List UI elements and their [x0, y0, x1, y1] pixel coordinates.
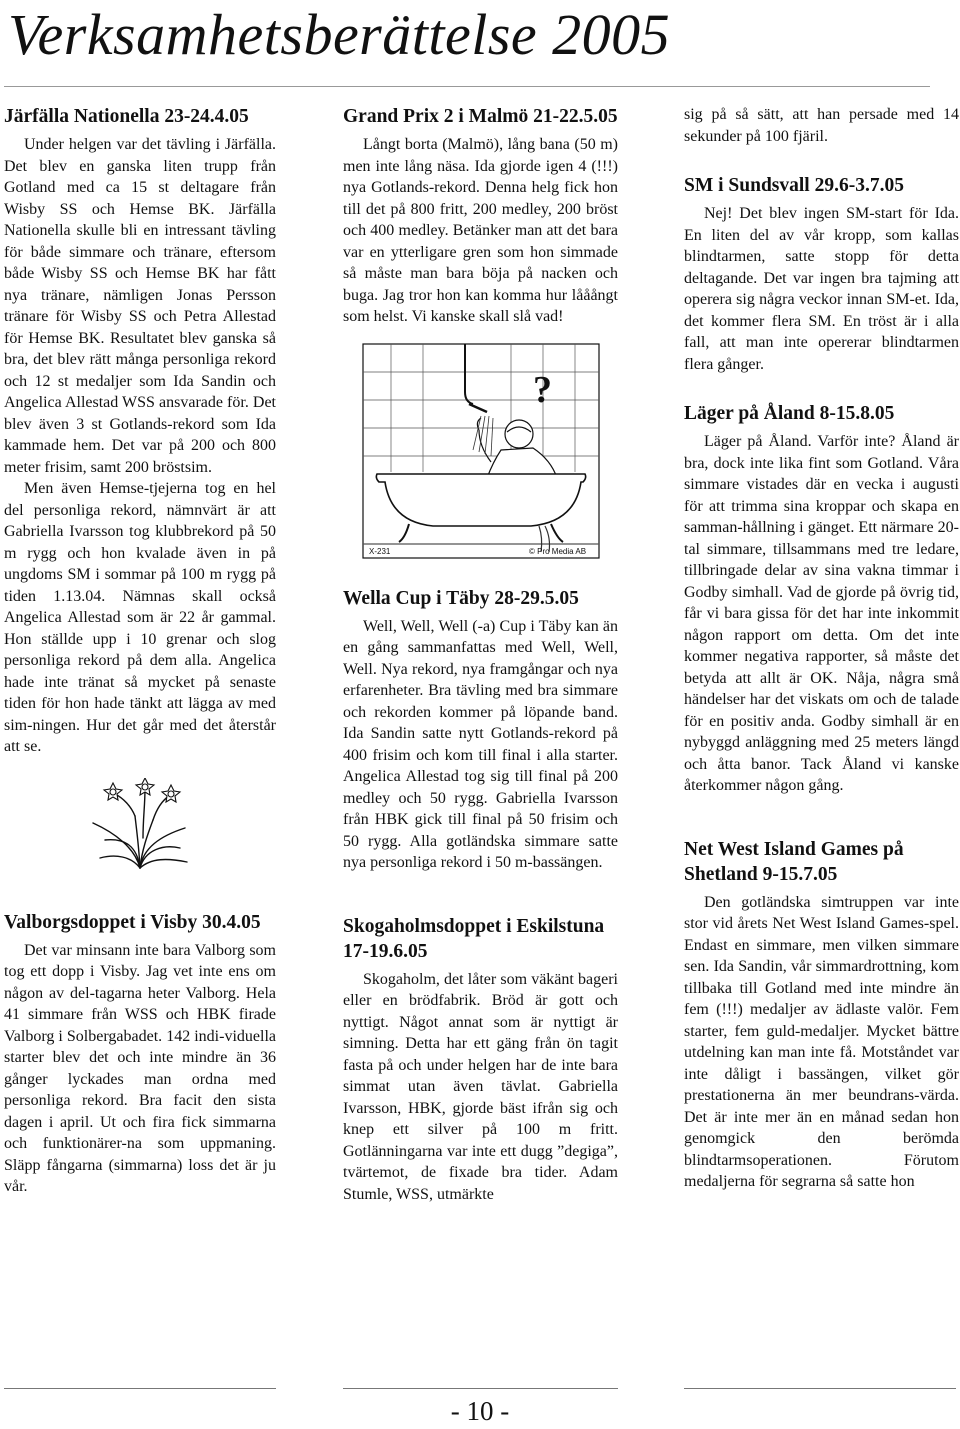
bathtub-cartoon-icon: [361, 342, 601, 560]
svg-text:?: ?: [532, 368, 552, 411]
daffodil-illustration-icon: [65, 778, 215, 870]
article-heading-netwest: Net West Island Games på Shetland 9-15.7.05: [684, 838, 904, 885]
page-number: - 10 -: [450, 1396, 510, 1426]
article-paragraph: Läger på Åland. Varför inte? Åland är bra, dock inte lika fint som Gotland. Våra simmare vistades där en vecka i augusti för att trimma sina kroppar och skapa en samman-hållning i gänget. Ett närmare 20-tal simmare, tillsammans med tre ledare, tillbringade delar av sina vakna timmar i Godby simhall. Vad de gjorde på övrig tid, får vi bara gissa för det har inte inkommit någon rapport om detta. Om det inte kommer negativa rapporter, så måste det betyda att allt är OK. Nåja, några små händelser har det viskats om och de talade för en positiv anda. Godby simhall är en nybyggd anläggning med 25 meters längd och åtta banor. Tack Åland vi kanske återkommer någon gång.: [684, 433, 959, 794]
article-paragraph: Nej! Det blev ingen SM-start för Ida. En liten del av vår kropp, som kallas blindtarmen, satte stopp för detta deltagande. Det var ingen bra tajming att operera sig några veckor innan SM-et. Ida, det kommer flera SM. En tröst är i alla fall, att man inte opererar blindtarmen flera gånger.: [684, 205, 959, 373]
article-heading-valborg: Valborgsdoppet i Visby 30.4.05: [4, 911, 261, 933]
footer-rule-left: [4, 1388, 276, 1389]
footer-rule-right: [684, 1388, 956, 1389]
article-heading-wella: Wella Cup i Täby 28-29.5.05: [343, 587, 579, 609]
article-paragraph: Det var minsann inte bara Valborg som tog ett dopp i Visby. Jag vet inte ens om någon av del-tagarna heter Valborg. Hela 41 simmare från WSS och HBK firade Valborg i Solbergabadet. 142 indi-viduella starter blev det och inte mindre än 36 gånger lyckades man ordna med personliga rekord. Bra facit den sista dagen i april. Ut och fira fick simmarna och funktionärer-na som uppmaning. Släpp fångarna (simmarna) loss det är ju vår.: [4, 941, 276, 1195]
title-divider: [4, 86, 930, 87]
article-paragraph: Den gotländska simtruppen var inte stor vid årets Net West Island Games-spel. Endast en simmare, men vilken simmare sen. Ida Sandin, vår simmardrottning, kom tillbaka till Gotland med inte mindre än fem (!!!) medaljer av ädlaste valör. Fem starter, fem guld-medaljer. Mycket bättre utdelning kan man inte få. Motståndet var inte dåligt i bassängen, vilket gör prestationerna än mer beundrans-värda. Det är inte mer än en månad sedan hon genomgick den berömda blindtarmsoperationen. Förutom medaljerna för segrarna så satte hon: [684, 893, 959, 1190]
column-right: [684, 104, 959, 1193]
cartoon-id-label: X-231: [368, 546, 390, 556]
cartoon-credit-label: © Pro Media AB: [528, 546, 586, 556]
column-left: [4, 104, 276, 1198]
article-paragraph: Men även Hemse-tjejerna tog en hel del personliga rekord, nämnvärt är att Gabriella Ivarsson tog klubbrekord på 50 m rygg och hon kvalade även in på ungdoms SM i sommar på 100 m rygg på tiden 1.13.04. Nämnas skall också Angelica Allestad som är 22 år gammal. Hon ställde upp i 10 grenar och slog personliga rekord på dem alla. Angelica hade inte tränat så mycket på senaste tiden för hon hade tänkt att lägga av med sim-ningen. Hur det går med det återstår att se.: [4, 480, 276, 755]
article-heading-aland: Läger på Åland 8-15.8.05: [684, 403, 895, 424]
article-heading-skogaholm: Skogaholmsdoppet i Eskilstuna 17-19.6.05: [343, 915, 605, 962]
article-paragraph: Under helgen var det tävling i Järfälla. Det blev en ganska liten trupp från Gotland med ca 15 st deltagare från Wisby SS och Hemse BK. Järfälla Nationella skulle bli en intressant tävling för både simmare och tränare, eftersom både Wisby SS och Hemse BK har fått nya tränare, nämligen Jonas Persson tränare för Wisby SS och Petra Allestad för Hemse BK. Resultatet blev ganska så bra, det blev rätt många personliga rekord och 12 st medaljer som Ida Sandin och Angelica Allestad WSS ansvarade för. Det blev även 3 st Gotlands-rekord som Ida kammade hem. Det var på 200 och 800 meter frisim, samt 200 bröstsim.: [4, 136, 276, 476]
footer-rule-middle: [343, 1388, 618, 1389]
article-heading-jarfalla: Järfälla Nationella 23-24.4.05: [4, 106, 249, 127]
article-paragraph: Långt borta (Malmö), lång bana (50 m) men inte lång näsa. Ida gjorde igen 4 (!!!) nya Gotlands-rekord. Denna helg fick hon till det på 800 fritt, 200 medley, 200 bröst och 400 medley. Betänker man att det bara var en ytterligare gren som hon simmade så måste man bara böja på nacken och buga. Jag tror hon kan komma hur lååångt som helst. Vi kanske skall slå vad!: [343, 136, 618, 325]
continuation-paragraph: sig på så sätt, att han persade med 14 sekunder på 100 fjäril.: [684, 106, 959, 145]
article-paragraph: Well, Well, Well (-a) Cup i Täby kan än en gång sammanfattas med Well, Well, Well. Nya rekord, nya framgångar och nya erfarenheter. Bra tävling med bra simmare och rekorden kommer på löpande band. Ida Sandin satte nytt Gotlands-rekord på 400 frisim och kom till final i alla starter. Angelica Allestad tog sig till final på 200 medley och 50 rygg. Gabriella Ivarsson från HBK gick till final på 50 frisim och 50 rygg. Alla gotländska simmare satte nya personliga rekord i 50 m-bassängen.: [343, 617, 618, 871]
article-heading-grandprix: Grand Prix 2 i Malmö 21-22.5.05: [343, 106, 618, 127]
article-paragraph: Skogaholm, det låter som väkänt bageri eller en brödfabrik. Bröd är gott och nyttigt. Något annat som är nyttigt är simning. Detta har ett gäng från ön tagit fasta på och under helgen har de inte bara simmat utan även tävlat. Gabriella Ivarsson, HBK, gjorde bäst ifrån sig och knep ett silver på 100 m fritt. Gotlänningarna var inte ett dugg ”degiga”, tvärtemot, de fixade bra tider. Adam Stumle, WSS, utmärkte: [343, 970, 618, 1203]
article-heading-sm: SM i Sundsvall 29.6-3.7.05: [684, 175, 904, 196]
page-title: Verksamhetsberättelse 2005: [8, 2, 671, 67]
column-middle: [343, 104, 618, 1205]
